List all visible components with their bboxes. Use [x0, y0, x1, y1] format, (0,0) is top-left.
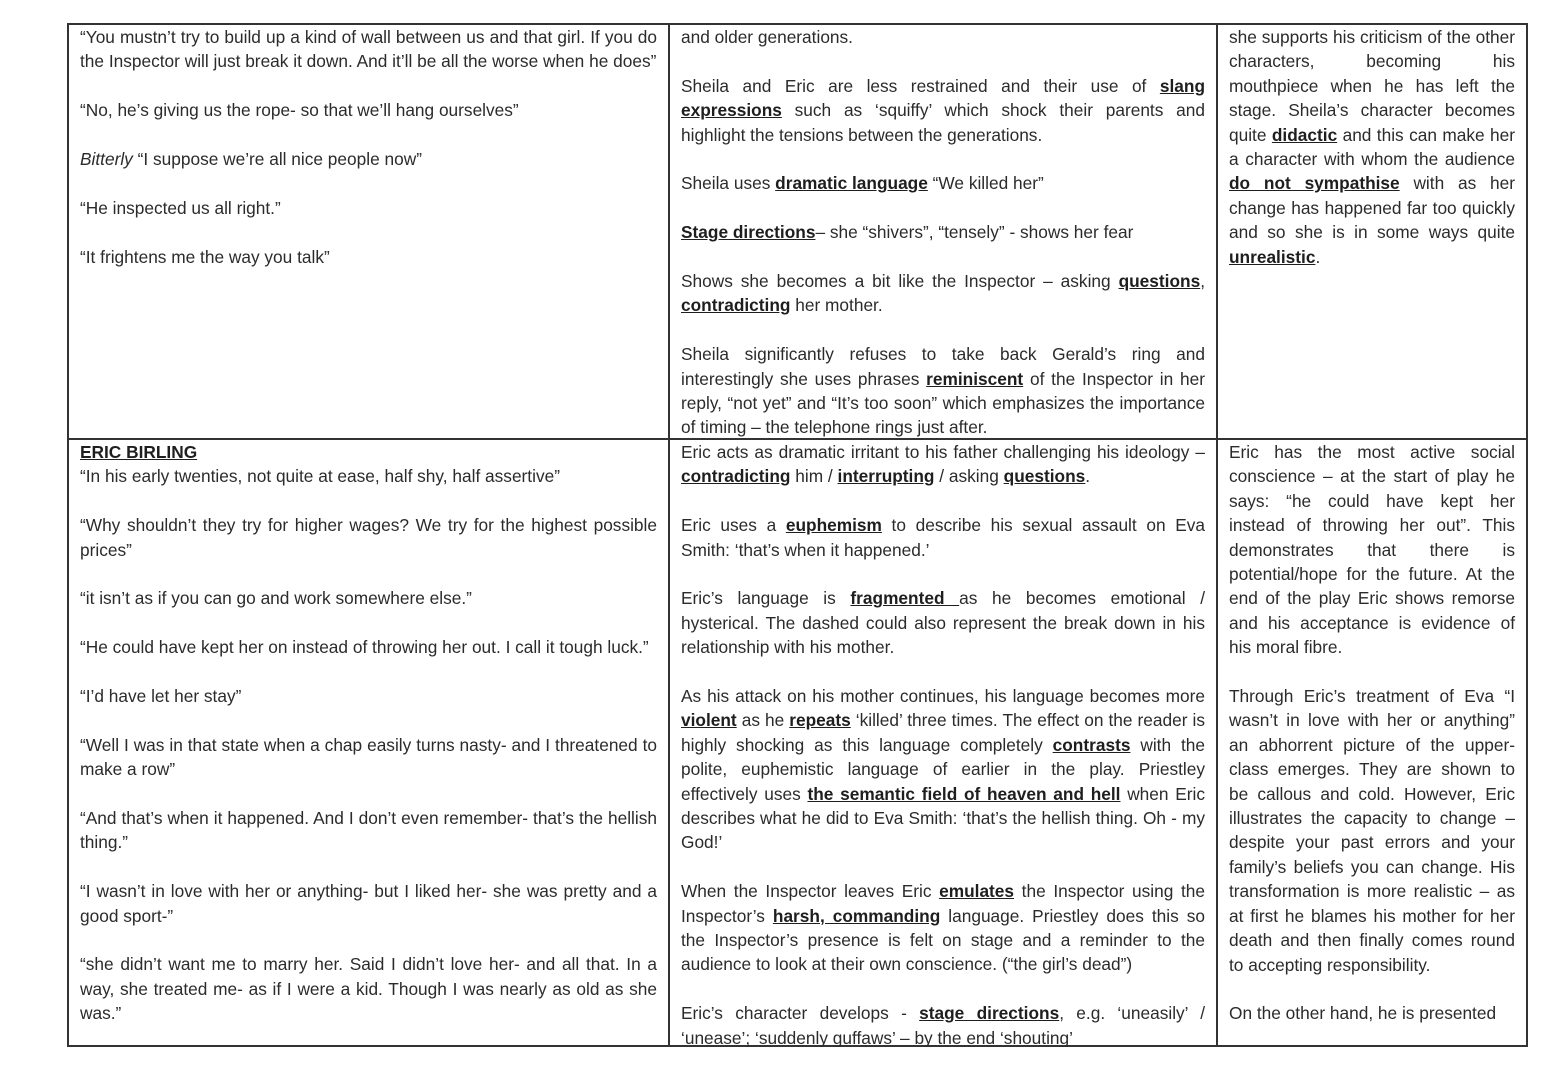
key-term: contrasts — [1052, 734, 1131, 755]
key-term: euphemism — [785, 515, 882, 536]
section-heading: ERIC BIRLING — [80, 442, 198, 462]
key-term: repeats — [789, 710, 851, 731]
key-term: questions — [1118, 271, 1201, 291]
key-term: dramatic language — [775, 173, 928, 194]
quote: “He could have kept her on instead of throwing her out. I call it tough luck.” — [80, 637, 649, 658]
key-term: questions — [1003, 466, 1086, 487]
paragraph: As his attack on his mother continues, his language becomes more violent as he repeats ‘killed’ three times. The effect on the reader is highly shocking as this language completely contrasts with the polite, euphemistic language of earlier in the play. Priestley effectively uses the semantic field of heaven and hell when Eric describes what he did to Eva Smith: ‘that’s the hellish thing. Oh - my God!’ — [681, 686, 1205, 853]
quote: “No, he’s giving us the rope- so that we’ll hang ourselves” — [80, 100, 519, 121]
notes-table — [67, 23, 1528, 1047]
key-term: slang expressions — [681, 75, 1205, 121]
key-term: interrupting — [837, 466, 935, 487]
quote: “she didn’t want me to marry her. Said I didn’t love her- and all that. In a way, she treated me- as if I were a kid. Though I was nearly as old as she was.” — [80, 954, 657, 1024]
paragraph: Sheila significantly refuses to take back Gerald’s ring and interestingly she uses phrases reminiscent of the Inspector in her reply, “not yet” and “It’s too soon” which emphasizes the importance of timing – the telephone rings just after. — [681, 344, 1206, 438]
paragraph: Eric’s language is fragmented as he becomes emotional / hysterical. The dashed could also represent the break down in his relationship with his mother. — [681, 588, 1205, 658]
key-term: contradicting — [681, 295, 791, 316]
paragraph: On the other hand, he is presented — [1229, 1003, 1497, 1024]
sheila-evaluation-cell — [1218, 25, 1526, 438]
quote: “it isn’t as if you can go and work somewhere else.” — [80, 588, 472, 609]
key-term: do not sympathise — [1229, 173, 1400, 194]
paragraph: Eric uses a euphemism to describe his sexual assault on Eva Smith: ‘that’s when it happened.’ — [681, 515, 1206, 560]
quote: “And that’s when it happened. And I don’t even remember- that’s the hellish thing.” — [80, 808, 657, 853]
quote: “Well I was in that state when a chap easily turns nasty- and I threatened to make a row” — [80, 734, 657, 780]
paragraph: and older generations. — [681, 27, 853, 47]
paragraph: Shows she becomes a bit like the Inspector – asking questions, contradicting her mother. — [681, 271, 1205, 316]
quote: “It frightens me the way you talk” — [80, 246, 330, 267]
key-term: Stage directions — [681, 222, 816, 243]
eric-quotes-cell — [69, 440, 668, 1047]
key-term: fragmented — [850, 588, 960, 609]
paragraph: Sheila and Eric are less restrained and their use of slang expressions such as ‘squiffy’ which shock their parents and highlight the tensions between the generations. — [681, 75, 1205, 145]
key-term: the semantic field of heaven and hell — [807, 783, 1121, 804]
paragraph: she supports his criticism of the other characters, becoming his mouthpiece when he has left the stage. Sheila’s character becomes quite didactic and this can make her a character with whom the audience do not sympathise with as her change has happened far too quickly and so she is in some ways quite unrealistic. — [1229, 27, 1515, 267]
paragraph: Eric acts as dramatic irritant to his father challenging his ideology – contradicting him / interrupting / asking questions. — [681, 442, 1205, 487]
key-term: violent — [681, 710, 737, 731]
key-term: harsh, commanding — [772, 905, 941, 926]
key-term: emulates — [939, 881, 1015, 902]
paragraph: Through Eric’s treatment of Eva “I wasn’t in love with her or anything” an abhorrent picture of the upper-class emerges. They are shown to be callous and cold. However, Eric illustrates the capacity to change – despite your past errors and your family’s beliefs you can change. His transformation is more realistic – as at first he blames his mother for her death and then finally comes round to accepting responsibility. — [1229, 686, 1515, 975]
quote: “He inspected us all right.” — [80, 197, 281, 218]
quote: “In his early twenties, not quite at ease, half shy, half assertive” — [80, 466, 560, 487]
paragraph: When the Inspector leaves Eric emulates the Inspector using the Inspector’s harsh, commanding language. Priestley does this so the Inspector’s presence is felt on stage and a reminder to the audience to look at their own conscience. (“the girl’s dead”) — [681, 881, 1206, 975]
quote: “You mustn’t try to build up a kind of wall between us and that girl. If you do the Inspector will just break it down. And it’ll be all the worse when he does” — [80, 27, 657, 72]
eric-analysis-cell — [670, 440, 1216, 1047]
paragraph: Eric has the most active social conscience – at the start of play he says: “he could have kept her instead of throwing her out”. This demonstrates that there is potential/hope for the future. At the end of the play Eric shows remorse and his acceptance is evidence of his moral fibre. — [1229, 442, 1515, 658]
sheila-quotes-cell — [69, 25, 668, 438]
stage-direction: Bitterly — [80, 149, 138, 169]
key-term: unrealistic — [1229, 246, 1316, 267]
paragraph: Stage directions– she “shivers”, “tensely” - shows her fear — [681, 222, 1134, 243]
paragraph: Sheila uses dramatic language “We killed her” — [681, 173, 1044, 194]
sheila-analysis-cell — [670, 25, 1216, 438]
quote: “I’d have let her stay” — [80, 686, 242, 706]
quote: Bitterly “I suppose we’re all nice people now” — [80, 149, 422, 169]
key-term: stage directions — [919, 1003, 1060, 1024]
paragraph: Eric’s character develops - stage directions, e.g. ‘uneasily’ / ‘unease’; ‘suddenly guffaws’ – by the end ‘shouting’ — [681, 1003, 1205, 1047]
key-term: didactic — [1271, 124, 1338, 145]
key-term: contradicting — [681, 466, 791, 487]
quote: “I wasn’t in love with her or anything- but I liked her- she was pretty and a good sport-” — [80, 881, 657, 926]
quote: “Why shouldn’t they try for higher wages? We try for the highest possible prices” — [80, 515, 657, 560]
eric-evaluation-cell — [1218, 440, 1526, 1047]
key-term: reminiscent — [926, 368, 1024, 389]
